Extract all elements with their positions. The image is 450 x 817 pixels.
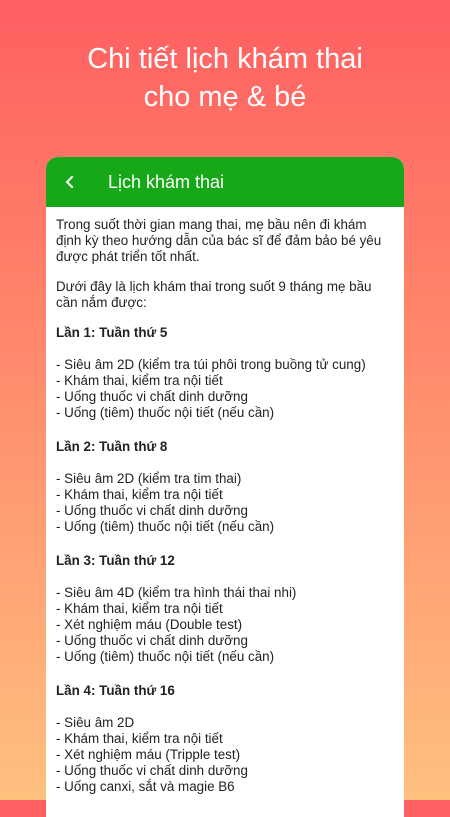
visit-section bbox=[56, 683, 394, 795]
visit-item: - Khám thai, kiểm tra nội tiết bbox=[56, 487, 223, 502]
intro-paragraph: Trong suốt thời gian mang thai, mẹ bầu nên đi khám định kỳ theo hướng dẫn của bác sĩ để đảm bảo bé yêu được phát triển tốt nhất. bbox=[56, 217, 382, 264]
visit-section bbox=[56, 439, 394, 535]
visit-item: - Uống canxi, sắt và magie B6 bbox=[56, 779, 235, 794]
visit-item: - Khám thai, kiểm tra nội tiết bbox=[56, 373, 223, 388]
visit-item: - Siêu âm 2D bbox=[56, 715, 135, 730]
visit-item: - Xét nghiệm máu (Tripple test) bbox=[56, 747, 241, 762]
visit-item: - Siêu âm 4D (kiểm tra hình thái thai nhi) bbox=[56, 585, 297, 600]
visit-item: - Siêu âm 2D (kiểm tra túi phôi trong buồng tử cung) bbox=[56, 357, 366, 372]
app-bar bbox=[46, 157, 404, 207]
visit-section bbox=[56, 553, 394, 665]
phone-screen bbox=[46, 157, 404, 817]
visit-title: Lần 3: Tuần thứ 12 bbox=[56, 553, 175, 568]
promo-headline-line-2: cho mẹ & bé bbox=[143, 81, 307, 113]
promo-headline-line-1: Chi tiết lịch khám thai bbox=[87, 43, 363, 75]
promo-headline bbox=[0, 40, 450, 116]
visit-list bbox=[56, 325, 394, 795]
visit-item: - Uống thuốc vi chất dinh dưỡng bbox=[56, 633, 248, 648]
visit-item: - Khám thai, kiểm tra nội tiết bbox=[56, 601, 223, 616]
visit-item: - Xét nghiệm máu (Double test) bbox=[56, 617, 243, 632]
visit-title: Lần 2: Tuần thứ 8 bbox=[56, 439, 168, 454]
visit-item: - Khám thai, kiểm tra nội tiết bbox=[56, 731, 223, 746]
visit-item: - Uống (tiêm) thuốc nội tiết (nếu cần) bbox=[56, 405, 275, 420]
visit-item: - Uống thuốc vi chất dinh dưỡng bbox=[56, 503, 248, 518]
visit-title: Lần 1: Tuần thứ 5 bbox=[56, 325, 168, 340]
visit-section bbox=[56, 325, 394, 421]
chevron-left-icon bbox=[63, 175, 77, 189]
back-button[interactable] bbox=[46, 157, 94, 207]
visit-item: - Uống thuốc vi chất dinh dưỡng bbox=[56, 763, 248, 778]
visit-item: - Uống (tiêm) thuốc nội tiết (nếu cần) bbox=[56, 649, 275, 664]
visit-item: - Uống thuốc vi chất dinh dưỡng bbox=[56, 389, 248, 404]
visit-item: - Siêu âm 2D (kiểm tra tim thai) bbox=[56, 471, 242, 486]
visit-title: Lần 4: Tuần thứ 16 bbox=[56, 683, 175, 698]
visit-item: - Uống (tiêm) thuốc nội tiết (nếu cần) bbox=[56, 519, 275, 534]
page-title: Lịch khám thai bbox=[108, 171, 225, 192]
schedule-content bbox=[46, 207, 404, 795]
intro-paragraph: Dưới đây là lịch khám thai trong suốt 9 tháng mẹ bầu cần nắm được: bbox=[56, 279, 372, 310]
